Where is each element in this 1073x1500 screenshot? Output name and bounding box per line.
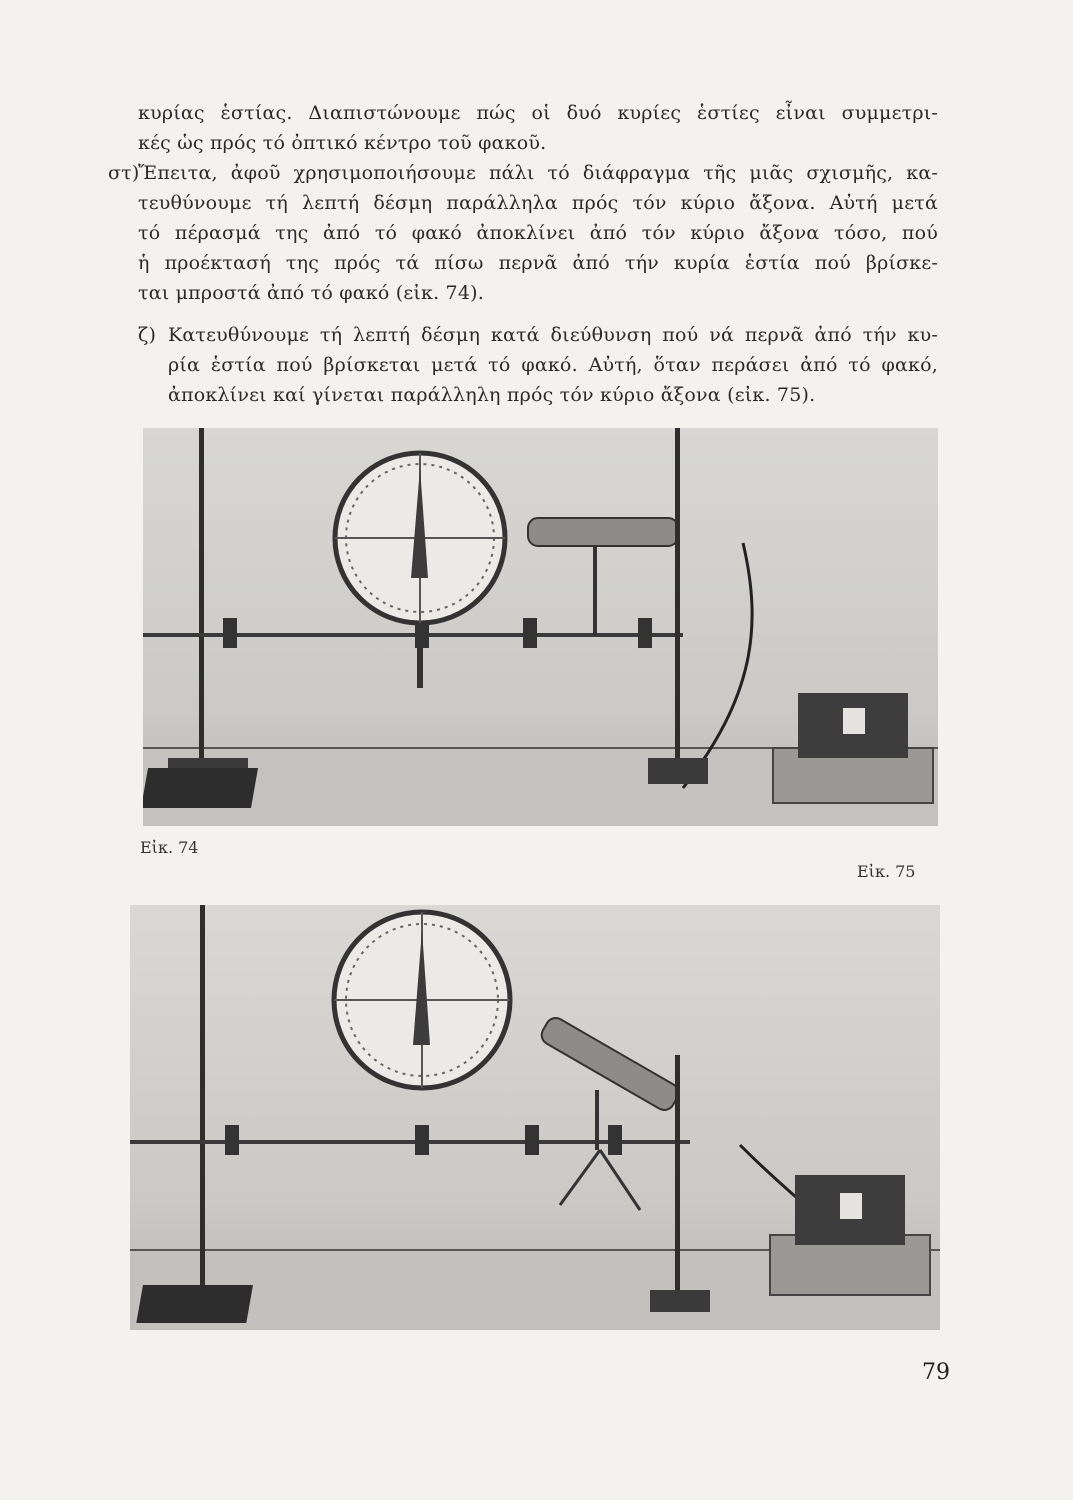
text-line: Κατευθύνουμε τή λεπτή δέσμη κατά διεύθυνση πού νά περνᾶ ἀπό τήν κυ-	[168, 324, 938, 346]
text-line: ρία ἑστία πού βρίσκεται μετά τό φακό. Αὐτή, ὅταν περάσει ἀπό τό φακό,	[168, 354, 938, 376]
body-text	[108, 98, 938, 410]
paragraph-1	[138, 98, 938, 158]
text-line: ἀποκλίνει καί γίνεται παράλληλη πρός τόν κύριο ἄξονα (εἰκ. 75).	[168, 384, 816, 406]
paragraph-st	[108, 158, 938, 308]
text-line: ται μπροστά ἀπό τό φακό (εἰκ. 74).	[138, 282, 484, 304]
text-line: ἡ προέκτασή της πρός τά πίσω περνᾶ ἀπό τήν κυρία ἑστία πού βρίσκε-	[138, 252, 938, 274]
item-label: ζ)	[138, 324, 157, 346]
figure-75-photo	[130, 905, 940, 1330]
paragraph-z	[138, 320, 938, 410]
text-line: Ἔπειτα, ἀφοῦ χρησιμοποιήσουμε πάλι τό διάφραγμα τῆς μιᾶς σχισμῆς, κα-	[138, 162, 938, 184]
figure-74-caption: Εἰκ. 74	[140, 838, 199, 857]
text-line: κυρίας ἑστίας. Διαπιστώνουμε πώς οἱ δυό κυρίες ἑστίες εἶναι συμμετρι-	[138, 102, 938, 124]
figure-75-caption: Εἰκ. 75	[857, 862, 916, 881]
text-line: τευθύνουμε τή λεπτή δέσμη παράλληλα πρός τόν κύριο ἄξονα. Αὐτή μετά	[138, 192, 938, 214]
page-number: 79	[922, 1360, 950, 1385]
figure-74-photo	[143, 428, 938, 826]
optical-bench-illustration	[130, 905, 940, 1330]
text-line: τό πέρασμά της ἀπό τό φακό ἀποκλίνει ἀπό τόν κύριο ἄξονα τόσο, πού	[138, 222, 938, 244]
text-line: κές ὡς πρός τό ὀπτικό κέντρο τοῦ φακοῦ.	[138, 132, 547, 154]
item-label: στ)	[108, 162, 140, 184]
optical-bench-illustration	[143, 428, 938, 826]
